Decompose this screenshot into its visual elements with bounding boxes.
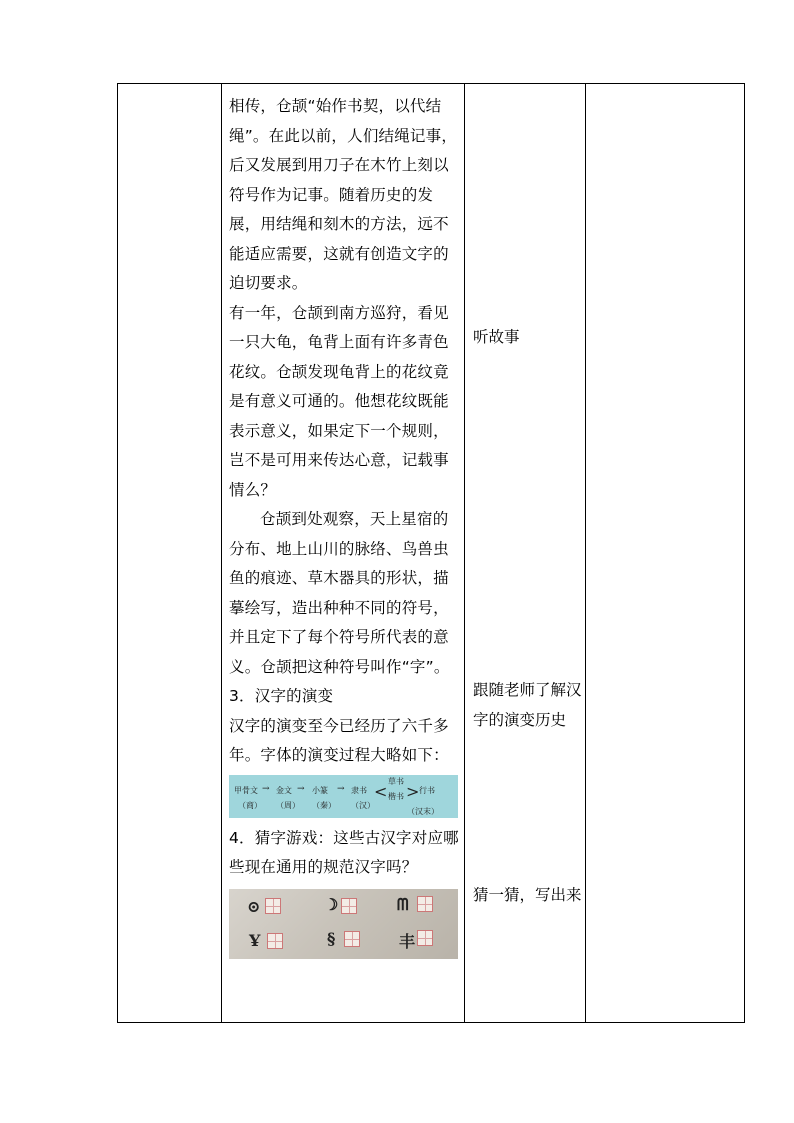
student-activity-follow: 跟随老师了解汉字的演变历史 (473, 681, 582, 729)
oracle-bone-era: （商） (238, 800, 262, 810)
section-3-text: 汉字的演变至今已经历了六千多年。字体的演变过程大略如下： (229, 716, 449, 764)
sheep-glyph-icon: Ұ (249, 930, 261, 950)
sun-glyph-icon: ⊙ (247, 896, 261, 916)
column-divider (464, 84, 465, 1022)
script-evolution-diagram (229, 775, 458, 818)
story-paragraph-2: 有一年，仓颉到南方巡狩，看见一只大龟，龟背上面有许多青色花纹。仓颉发现龟背上的花纹竟是有意义可通的。他想花纹既能表示意义，如果定下一个规则，岂不是可用来传达心意，记载事情么？ (229, 303, 449, 499)
story-paragraph-3: 仓颉到处观察，天上星宿的分布、地上山川的脉络、鸟兽虫鱼的痕迹、草木器具的形状，描摹绘写，造出种种不同的符号，并且定下了每个符号所代表的意义。仓颉把这种符号叫作“字”。 (229, 510, 450, 676)
running-label: 行书 (419, 785, 435, 795)
tree-glyph-icon: 丰 (399, 931, 416, 951)
water-glyph-icon: § (327, 928, 336, 948)
cursive-label: 草书 (388, 776, 404, 786)
lesson-table (117, 83, 745, 1023)
arrow-icon: → (337, 783, 345, 794)
small-seal-label: 小篆 (312, 785, 328, 795)
answer-box (417, 896, 433, 912)
clerical-era: （汉） (351, 800, 375, 810)
ancient-characters-photo (229, 889, 458, 959)
arrow-icon: → (297, 783, 305, 794)
answer-box (267, 933, 283, 949)
mountain-glyph-icon: ᗰ (397, 894, 409, 914)
story-paragraph-1: 相传，仓颉“始作书契，以代结绳”。在此以前，人们结绳记事，后又发展到用刀子在木竹上刻以符号作为记事。随着历史的发展，用结绳和刻木的方法，远不能适应需要，这就有创造文字的迫切要求。 (229, 97, 458, 292)
branch-icon: < (374, 781, 388, 801)
clerical-label: 隶书 (351, 785, 367, 795)
answer-box (417, 930, 433, 946)
arrow-icon: → (262, 783, 270, 794)
student-activity-guess: 猜一猜，写出来 (473, 886, 582, 904)
small-seal-era: （秦） (312, 800, 336, 810)
oracle-bone-label: 甲骨文 (234, 785, 258, 795)
answer-box (265, 898, 281, 914)
teacher-activity-cell (229, 92, 464, 959)
column-divider (221, 84, 222, 1022)
bronze-era: （周） (276, 800, 300, 810)
answer-box (344, 931, 360, 947)
section-4-heading: 4．猜字游戏：这些古汉字对应哪些现在通用的规范汉字吗？ (229, 828, 459, 876)
answer-box (341, 898, 357, 914)
regular-label: 楷书 (388, 791, 404, 801)
merge-icon: > (406, 781, 420, 801)
regular-era: （汉末） (407, 806, 439, 816)
student-activity-listen: 听故事 (473, 328, 520, 346)
moon-glyph-icon: ☽ (324, 894, 339, 914)
section-3-heading: 3．汉字的演变 (229, 687, 334, 705)
bronze-label: 金文 (276, 785, 292, 795)
